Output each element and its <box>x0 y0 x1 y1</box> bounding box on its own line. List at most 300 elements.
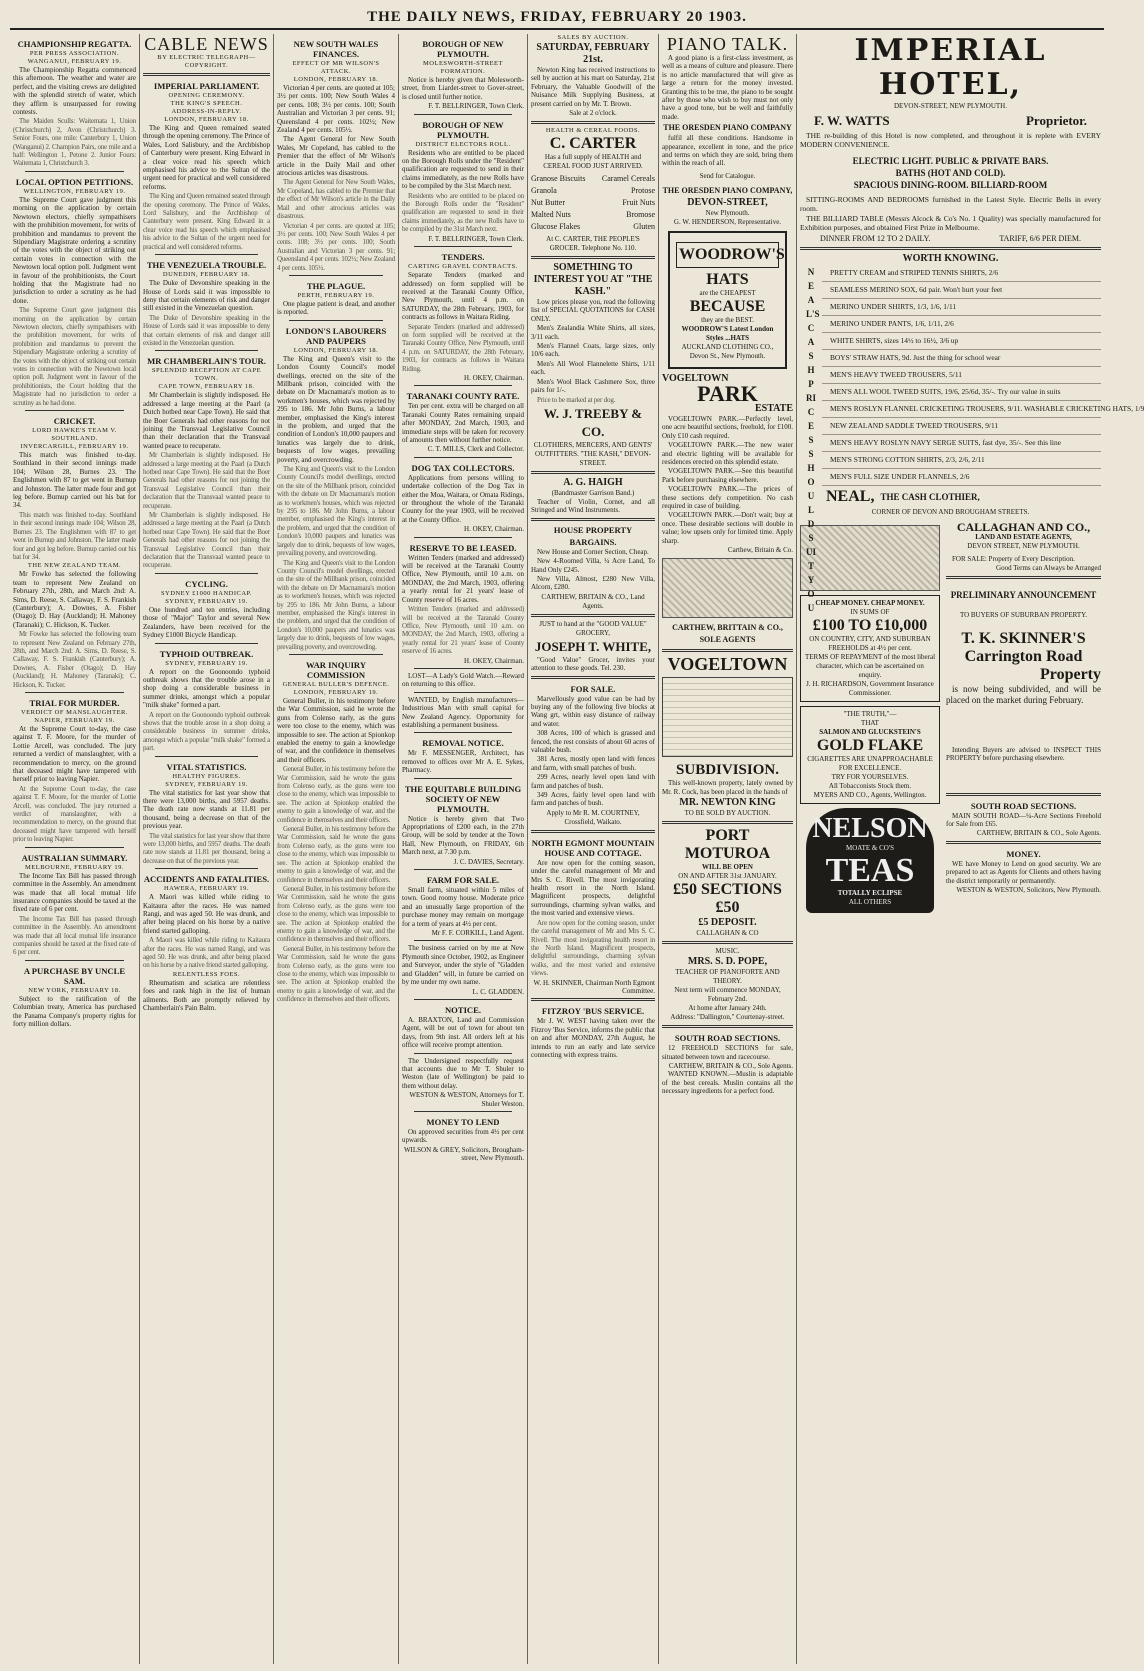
relentless-text: Rheumatism and sciatica are relentless foes and rank high in the list of human ailments. Both are promptly relieved by Chamberlain's Pain Balm. <box>143 978 270 1013</box>
egmont-text: Are now open for the coming season, under the careful management of Mr and Mrs S. C. Rivell. The most invigorating health resort in the North Island. Magnificent prospects, delightful surroundings, charming sylvan walks, and the most varied and extensive views. <box>531 858 655 918</box>
column-6 <box>659 34 797 1664</box>
dog-text: Applications from persons willing to undertake collection of the Dog Tax in either the Moa, Waitara, or Omata Ridings, or throughout the whole of the Taranaki County for the year 1903, will be received at the County Office. <box>402 473 524 524</box>
nsw-text: Victorian 4 per cents. are quoted at 105; 3½ per cents. 100; New South Wales 4 per cents. 108; 3½ per cents. 100; South Australian and Victorian 3 per cents. 91; Queensland 4 per cents. 102½; New Zealand 4 per cents. 105½. <box>277 84 395 135</box>
imperial-sub1: OPENING CEREMONY. <box>168 92 245 99</box>
port-title: PORT MOTUROA <box>684 827 771 863</box>
borough-sub: MOLESWORTH-STREET FORMATION. <box>423 60 503 75</box>
intending-text: Intending Buyers are advised to INSPECT THIS PROPERTY before purchasing elsewhere. <box>946 745 1101 763</box>
list-item: 381 Acres, mostly open land with fences and farm, with small patches of bush. <box>531 755 655 772</box>
bargains-sign: CARTHEW, BRITAIN & CO., Land Agents. <box>541 592 645 610</box>
subdivision-auction: TO BE SOLD BY AUCTION. <box>684 809 771 818</box>
list-item: Men's Flannel Coats, large sizes, only 10/6 each. <box>531 342 655 359</box>
farm-sign: Mr F. F. CORKILL, Land Agent. <box>431 929 524 938</box>
list-item: MEN'S HEAVY TWEED TROUSERS, 5/11 <box>822 367 1101 384</box>
local-option-heading: LOCAL OPTION PETITIONS. <box>15 176 134 187</box>
carthew-agents: CARTHEW, BRITTAIN & CO., SOLE AGENTS <box>672 623 783 645</box>
notice-text: A. BRAXTON, Land and Commission Agent, will be out of town for about ten days, from 9th inst. All orders left at his office will receive prompt attention. <box>402 1015 524 1050</box>
reserve-text: Written Tenders (marked and addressed) will be received at the Taranaki County Office, New Plymouth, until 10 a.m. on MONDAY, the 2nd March, 1903, offering a yearly rental for 21 years' lease of County reserve of 16 acres. <box>402 553 524 604</box>
subdivided-text: is now being subdivided, and will be placed on the market during February. <box>946 683 1101 705</box>
relentless-heading: RELENTLESS FOES. <box>172 970 241 978</box>
tobacconists-line: All Tobacconists Stock them. <box>828 782 912 790</box>
carter-items <box>531 174 655 232</box>
south-road-right-heading: SOUTH ROAD SECTIONS. <box>970 800 1077 811</box>
cricket-text: This match was finished to-day. Southland in their second innings made 104; Wilson 28, Burnes 23. The Englishmen with 87 to get went in Burnup and Johnston. The latter made four and got leg before. Burnup carried out his bat for 34. <box>13 451 136 510</box>
woodrow-because: BECAUSE <box>689 297 766 315</box>
smith-name: JOSEPH T. WHITE, <box>534 638 652 654</box>
list-item: New Villa, Almost, £280 New Villa, Alcorn, £280. <box>531 574 655 592</box>
vogeltown-word: VOGELTOWN <box>662 372 729 384</box>
uncle-sam-place: NEW YORK, FEBRUARY 18. <box>28 986 121 994</box>
london-text-repeat2: The King and Queen's visit to the London County Council's model dwellings, erected on the site of the Millbank prison, coincided with the debate on Dr Macnamara's motion as to workmen's houses, which was rejected by 295 to 186. Mr John Burns, a labour member, emphasised the King's interest in the problem, and urged that the condition of London's 10,000 paupers and lunatics was largely due to drink, bequests of low wages, prevailing poverty, and overcrowding. <box>277 558 395 651</box>
list-item: VOGELTOWN PARK.—Perfectly level, one acre beautiful sections, freehold, for £100. Only £10 cash required. <box>662 414 793 440</box>
equitable-text: Notice is hereby given that Two Appropriations of £200 each, in the 27th Group, will be sold by tender at the Town Hall, New Plymouth, on FRIDAY, 6th March next, at 7.30 p.m. <box>402 814 524 857</box>
district-text: Residents who are entitled to be placed on the Borough Rolls under the "Resident" qualification are requested to send in their claims immediately, as the new Rolls have to be compiled by the 31st March next. <box>402 148 524 191</box>
london-text: The King and Queen's visit to the London County Council's model dwellings, erected on the site of the Millbank prison, coincided with the debate on Dr Macnamara's motion as to workmen's houses, which was rejected by 295 to 186. Mr John Burns, a labour member, emphasised the King's interest in the problem, and urged that the condition of London's 10,000 paupers and lunatics was largely due to drink, bequests of low wages, prevailing poverty, and overcrowding. <box>277 354 395 464</box>
vital-heading: VITAL STATISTICS. <box>166 761 247 772</box>
terms-text: TERMS OF REPAYMENT of the most liberal character, which can be ascertained on enquiry. <box>804 653 936 679</box>
oresden-name-2: THE ORESDEN PIANO COMPANY, <box>662 185 793 195</box>
wanted-known-text: WANTED KNOWN.—Muslin is adaptable of the best cereals. Muslin contains all the necessary ingredients for a perfect food. <box>662 1070 793 1096</box>
fitzroy-heading: FITZROY 'BUS SERVICE. <box>541 1006 645 1017</box>
worth-heading: WORTH KNOWING. <box>902 253 999 264</box>
pope-home: At home after January 24th. <box>688 1004 767 1013</box>
venezuela-text-repeat: The Duke of Devonshire speaking in the House of Lords said it was impossible to deny that certain elements of risk and danger still existed in the Venezuelan question. <box>143 313 270 347</box>
smith-text: "Good Value" Grocer, invites your attention to these goods. Tel. 230. <box>531 655 655 673</box>
dinner-line: DINNER FROM 12 TO 2 DAILY. <box>820 234 931 243</box>
uncle-sam-heading: A PURCHASE BY UNCLE SAM. <box>23 965 126 986</box>
imperial-place: LONDON, FEBRUARY 18. <box>164 116 249 123</box>
manager-line: G. W. HENDERSON, Representative. <box>673 217 782 226</box>
plague-place: PERTH, FEBRUARY 19. <box>297 291 375 299</box>
nelson-teas: TEAS <box>825 852 915 889</box>
regatta-heading: CHAMPIONSHIP REGATTA. <box>17 39 132 49</box>
war-sub: GENERAL BULLER'S DEFENCE. <box>282 680 390 688</box>
imperial-text: The King and Queen remained seated through the opening ceremony. The Prince of Wales, Lord Salisbury, and the Archbishop of Canterbury were present. King Edward in a clear voice read his speech which emphasised his advice to the Sultan of the urgent need for practical and well considered reforms. <box>143 124 270 191</box>
list-item: MERINO UNDER SHIRTS, 1/3, 1/6, 1/11 <box>822 299 1101 316</box>
pope-addr: Address: "Dallington," Courtenay-street. <box>670 1013 785 1022</box>
australian-text-repeat: The Income Tax Bill has passed through committee in the Assembly. An amendment was made that all local mutual life insurance companies should be taxed at the fixed rate of 6 per cent. <box>13 914 136 957</box>
vog-sign: Carthew, Britain & Co. <box>727 545 793 554</box>
war-text: General Buller, in his testimony before the War Commission, said he wrote the guns from Colenso early, as the guns were too close to the enemy, which was impossible to see. The action at Spionkop enabled the enemy to gain a knowledge of war, and the confidence in themselves and their officers. <box>277 696 395 764</box>
kash-text: Low prices please you, read the following list of SPECIAL QUOTATIONS for CASH ONLY. <box>531 298 655 323</box>
haigh-name: A. G. HAIGH <box>563 476 623 488</box>
imperial-text-repeat: The King and Queen remained seated through the opening ceremony. The Prince of Wales, Lord Salisbury, and the Archbishop of Canterbury were present. King Edward in a clear voice read his speech which emphasised his advice to the Sultan of the urgent need for practical and well considered reforms. <box>143 192 270 251</box>
cycling-heading: CYCLING. <box>185 578 228 589</box>
removal-text: Mr F. MESSENGER, Architect, has removed to offices over Mr A. E. Sykes, Pharmacy. <box>402 749 524 775</box>
woodrow-hats: HATS <box>706 270 749 288</box>
undersigned-sign: WESTON & WESTON, Attorneys for T. Shuler Weston. <box>409 1091 524 1108</box>
war-text-repeat: General Buller, in his testimony before the War Commission, said he wrote the guns from Colenso early, as the guns were too close to the enemy, which was impossible to see. The action at Spionkop enabled the enemy to gain a knowledge of war, and the confidence in themselves and their officers. <box>277 765 395 824</box>
chamberlain-text-repeat: Mr Chamberlain is slightly indisposed. He addressed a large meeting at the Paarl (a Dutch hotbed near Cape Town). He said that the Boer Generals had other reasons for not joining the Transvaal Legislative Council than their declaration that the Transvaal wanted peace to recuperate. <box>143 451 270 510</box>
sitting-line: SITTING-ROOMS AND BEDROOMS furnished in the Latest Style. Electric Bells in every room. <box>800 195 1101 213</box>
nsw-heading: NEW SOUTH WALES FINANCES. <box>293 39 379 59</box>
equitable-heading: THE EQUITABLE BUILDING SOCIETY OF NEW PLYMOUTH. <box>404 783 522 814</box>
list-item: Nut Butter Fruit Nuts <box>531 198 655 208</box>
list-item: MEN'S HEAVY ROSLYN NAVY SERGE SUITS, fast dye, 35/-. See this line <box>822 435 1101 452</box>
accidents-heading: ACCIDENTS AND FATALITIES. <box>143 874 270 885</box>
list-item: 299 Acres, nearly level open land with farm and patches of bush. <box>531 773 655 790</box>
tenders-heading: TENDERS. <box>441 252 485 263</box>
cheap-money: CHEAP MONEY. CHEAP MONEY. <box>815 599 925 607</box>
egmont-sign: W. H. SKINNER, Chairman North Egmont Committee. <box>533 978 655 995</box>
park-word: PARK <box>697 380 758 406</box>
pope-text: TEACHER OF PIANOFORTE AND THEORY. <box>675 968 780 986</box>
callaghan-sub: LAND AND ESTATE AGENTS, <box>975 533 1072 541</box>
tk-name: T. K. SKINNER'S <box>961 629 1086 647</box>
venezuela-text: The Duke of Devonshire speaking in the House of Lords said it was impossible to deny that certain elements of risk and danger still existed in the Venezuelan question. <box>143 279 270 313</box>
neal-row <box>800 488 1101 506</box>
reserve-sign: H. OKEY, Chairman. <box>464 656 524 665</box>
district-heading: BOROUGH OF NEW PLYMOUTH. <box>422 119 504 140</box>
carting-text-repeat: Separate Tenders (marked and addressed) on form supplied will be received at the Taranaki County Office, New Plymouth, until 4 p.m. on SATURDAY, the 28th February, 1903, for contracts as follows in Waitara Riding. <box>402 322 524 373</box>
business-sign: L. C. GLADDEN. <box>472 987 524 996</box>
auction-date: SATURDAY, FEBRUARY 21st. <box>536 42 650 65</box>
haigh-sub: (Bandmaster Garrison Band.) <box>551 488 635 497</box>
property-word: Property <box>1039 665 1101 683</box>
salmon-line: SALMON AND GLUCKSTEIN'S <box>819 728 921 736</box>
cricket-sub: LORD HAWKE'S TEAM V. SOUTHLAND. <box>32 427 117 443</box>
murder-place: NAPIER, FEBRUARY 19. <box>34 717 115 724</box>
try-line: TRY FOR YOURSELVES. <box>831 773 909 781</box>
district-sub: DISTRICT ELECTORS ROLL. <box>415 140 511 148</box>
taranaki-heading: TARANAKI COUNTY RATE. <box>406 391 520 402</box>
egmont-heading: NORTH EGMONT MOUNTAIN HOUSE AND COTTAGE. <box>531 837 655 858</box>
that-line: THAT <box>861 719 879 727</box>
cycling-place: SYDNEY, FEBRUARY 19. <box>165 597 248 605</box>
typhoid-text: A report on the Goonoondo typhoid outbreak shows that the trouble arose in a shop doing a considerable business in summer drinks, amongst which a popular "milk shake" formed a part. <box>143 667 270 710</box>
vital-text: The vital statistics for last year show that there were 13,000 births, and 5957 deaths. The death rate now stands at 11.81 per thousand, being a decrease on that of the previous year. <box>143 788 270 831</box>
business-text: The business carried on by me at New Plymouth since October, 1902, as Engineer and Surveyor, under the style of "Gladden and Gladden" will, in future be carried on by me under my own name. <box>402 944 524 987</box>
haigh-text: Teacher of Violin, Cornet, and all Stringed and Wind Instruments. <box>531 497 655 515</box>
taranaki-text: Ten per cent. extra will be charged on all Taranaki County Rates remaining unpaid after MONDAY, 2nd March, 1903, and immediate steps will be taken for recovery of amounts then without further notice. <box>402 402 524 444</box>
regatta-place: WANGANUI, FEBRUARY 19. <box>27 58 122 65</box>
subdivision-title: VOGELTOWN <box>667 654 788 675</box>
australian-text: The Income Tax Bill has passed through committee in the Assembly. An amendment was made that all local mutual life insurance companies should be taxed at the fixed rate of 6 per cent. <box>13 871 136 914</box>
undersigned-text: The Undersigned respectfully request that accounts due to Mr T. Shuler to Weston (late of Wellington) be paid to them without delay. <box>402 1056 524 1090</box>
on-country: ON COUNTRY, CITY, AND SUBURBAN FREEHOLDS at 4½ per cent. <box>809 635 931 652</box>
pope-name: MRS. S. D. POPE, <box>687 956 768 968</box>
imperial-street: DEVON-STREET, NEW PLYMOUTH. <box>894 102 1007 110</box>
money-right-text: WE have Money to Lend on good security. We are prepared to act as Agents for Clients and others having the district temporarily or permanently. <box>946 859 1101 885</box>
reserve-text-repeat: Written Tenders (marked and addressed) will be received at the Taranaki County Office, New Plymouth, until 10 a.m. on MONDAY, the 2nd March, 1903, offering a yearly rental for 21 years' lease of County reserve of 16 acres. <box>402 605 524 656</box>
south-road-heading: SOUTH ROAD SECTIONS. <box>674 1033 781 1044</box>
nsw-text2-repeat: The Agent General for New South Wales, Mr Copeland, has cabled to the Premier that the effect of Mr Wilson's article in the Daily Mail and other atrocious articles was disastrous. <box>277 178 395 221</box>
accidents-text: A Maori was killed while riding to Kaitaura after the races. He was named Rangi, and was aged 50. He was drunk, and after being placed on his horse by a native friend started galloping. <box>143 893 270 935</box>
venezuela-heading: THE VENEZUELA TROUBLE. <box>146 260 267 271</box>
cricket-heading: CRICKET. <box>53 416 96 427</box>
list-item: MEN'S ALL WOOL TWEED SUITS, 19/6, 25/6d, 35/-. Try our value in suits <box>822 384 1101 401</box>
local-option-place: WELLINGTON, FEBRUARY 19. <box>23 187 126 195</box>
london-place: LONDON, FEBRUARY 18. <box>293 346 379 354</box>
dog-heading: DOG TAX COLLECTORS. <box>411 462 515 473</box>
lower-right-stack <box>946 521 1101 917</box>
imperial-hotel-title: IMPERIAL HOTEL, <box>854 33 1047 102</box>
taranaki-sign: C. T. MILLS, Clerk and Collector. <box>427 445 524 454</box>
team-heading: THE NEW ZEALAND TEAM. <box>27 562 122 570</box>
list-item: Men's All Wool Flannelette Shirts, 1/11 each. <box>531 359 655 377</box>
kash-heading: SOMETHING TO INTEREST YOU AT "THE KASH." <box>533 262 653 298</box>
list-item: MEN'S STRONG COTTON SHIRTS, 2/3, 2/6, 2/11 <box>822 452 1101 469</box>
column-2 <box>140 34 274 1664</box>
accidents-text-repeat: A Maori was killed while riding to Kaitaura after the races. He was named Rangi, and was aged 50. He was drunk, and after being placed on his horse by a native friend started galloping. <box>143 936 270 970</box>
column-3 <box>274 34 399 1664</box>
money-text: On approved securities from 4½ per cent upwards. <box>402 1127 524 1145</box>
list-item: PRETTY CREAM and STRIPED TENNIS SHIRTS, 2/6 <box>822 265 1101 282</box>
south-road-right-sign: CARTHEW, BRITAIN & CO., Sole Agents. <box>976 829 1101 838</box>
catalogue-line: Send for Catalogue. <box>699 171 756 180</box>
money-range: £100 TO £10,000 <box>812 617 928 634</box>
murder-sub: VERDICT OF MANSLAUGHTER. <box>20 709 129 716</box>
lower-left-stack <box>800 521 940 917</box>
carter-at: At C. CARTER, THE PEOPLE'S GROCER. Telephone No. 110. <box>546 235 640 253</box>
proprietor-name: F. W. WATTS <box>814 113 890 128</box>
notice-heading: NOTICE. <box>444 1004 482 1015</box>
list-item: MEN'S FULL SIZE UNDER FLANNELS, 2/6 <box>822 469 1101 486</box>
borough-sign: F. T. BELLRINGER, Town Clerk. <box>428 102 524 111</box>
list-item: Men's Zealandia White Shirts, all sizes, 3/11 each. <box>531 324 655 341</box>
carting-text: Separate Tenders (marked and addressed) on form supplied will be received at the Taranaki County Office, New Plymouth, until 4 p.m. on SATURDAY, the 28th February, 1903, for contracts as follows in Waitara Riding. <box>402 271 524 322</box>
chamberlain-text: Mr Chamberlain is slightly indisposed. He addressed a large meeting at the Paarl (a Dutch hotbed near Cape Town). He said that the Boer Generals had other reasons for not joining the Transvaal Legislative Council than their declaration that the Transvaal wanted peace to recuperate. <box>143 391 270 450</box>
forsale-line: FOR SALE: Property of Every Description. <box>952 555 1075 563</box>
treeby-name: W. J. TREEBY & CO. <box>543 405 643 439</box>
woodrows-ad <box>668 231 787 369</box>
imperial-parliament-heading: IMPERIAL PARLIAMENT. <box>153 81 260 91</box>
spacious-line: SPACIOUS DINING-ROOM. BILLIARD-ROOM <box>853 180 1048 190</box>
np-line: New Plymouth. <box>705 208 750 217</box>
south-road-text: 12 FREEHOLD SECTIONS for sale, situated between town and racecourse. <box>662 1044 793 1061</box>
cigarettes-line: CIGARETTES ARE UNAPPROACHABLE FOR EXCELLENCE. <box>807 755 933 772</box>
war-heading: WAR INQUIRY COMMISSION <box>305 659 367 680</box>
auction-head: SALES BY AUCTION. <box>557 34 629 41</box>
vital-text-repeat: The vital statistics for last year show that there were 13,000 births, and 5957 deaths. The death rate now stands at 11.81 per thousand, being a decrease on that of the previous year. <box>143 831 270 865</box>
list-item: MEN'S ROSLYN FLANNEL CRICKETING TROUSERS, 9/11. WASHABLE CRICKETING HATS, 1/9 <box>822 401 1101 418</box>
lost-text: LOST—A Lady's Gold Watch.—Reward on returning to this office. <box>402 671 524 689</box>
woodrow-latest: WOODROW'S Latest London Styles ...HATS <box>681 324 774 342</box>
subdivision-text: This well-known property, lately owned by Mr. R. Cock, has been placed in the hands of <box>662 779 793 796</box>
chamberlain-text-repeat2: Mr Chamberlain is slightly indisposed. He addressed a large meeting at the Paarl (a Dutch hotbed near Cape Town). He said that the Boer Generals had other reasons for not joining the Transvaal Legislative Council than their declaration that the Transvaal wanted peace to recuperate. <box>143 511 270 570</box>
subdivision-map <box>662 677 793 757</box>
tariff-line: TARIFF, 6/6 PER DIEM. <box>999 234 1081 243</box>
london-heading: LONDON'S LABOURERS AND PAUPERS <box>285 325 387 346</box>
gold-flake-box <box>800 706 940 804</box>
treeby-sub: CLOTHIERS, MERCERS, AND GENTS' OUTFITTERS. "THE KASH," DEVON-STREET. <box>533 440 653 467</box>
list-item: SEAMLESS MERINO SOX, 6d pair. Won't hurt your feet <box>822 282 1101 299</box>
venezuela-place: DUNEDIN, FEBRUARY 18. <box>162 271 251 279</box>
cable-news-title: CABLE NEWS <box>144 34 269 54</box>
carrington-road: Carrington Road <box>964 647 1083 665</box>
sale-text: Marvellously good value can be had by buying any of the following five blocks at Wang grt, within easy distance of railway and water. <box>531 694 655 728</box>
sections-line: £50 SECTIONS £50 <box>673 881 782 917</box>
health-line: HEALTH & CEREAL FOODS. <box>545 127 641 135</box>
imperial-sub3: ADDRESS-IN-REPLY. <box>171 108 242 115</box>
kash-price: Price to be marked at per dog. <box>537 395 616 404</box>
column-4 <box>399 34 528 1664</box>
farm-text: Small farm, situated within 5 miles of town. Good roomy house. Moderate price and an unusually large proportion of the purchase money may remain on mortgage for a term of years at 4½ per cent. <box>402 886 524 928</box>
side-text: NEAL'S CASH PRICES SHOULD SUIT YOU <box>806 267 820 613</box>
subdivision-agent: MR. NEWTON KING <box>679 797 776 809</box>
carting-heading: CARTING GRAVEL CONTRACTS. <box>408 263 518 271</box>
billiard-line: THE BILLIARD TABLE (Messrs Alcock & Co's No. 1 Quality) was specially manufactured for Exhibition purposes, and obtained First Prize in Melbourne. <box>800 214 1101 232</box>
good-terms: Good Terms can Always be Arranged <box>996 564 1101 573</box>
murder-text: At the Supreme Court to-day, the case against T. F. Moore, for the murder of Lottie Arcell, was concluded. The jury returned a verdict of manslaughter, with a recommendation to mercy, on the ground that deceased might have tampered with herself prior to leaving Napier. <box>13 725 136 784</box>
callaghan-name: CALLAGHAN AND CO., <box>956 520 1091 534</box>
south-road-right-text: MAIN SOUTH ROAD—¼-Acre Sections Freehold for Sale from £65. <box>946 811 1101 829</box>
oresden-text: fulfil all these conditions. Handsome in appearance, excellent in tone, and the price and terms on which they are sold, bring them within the reach of all. <box>662 134 793 168</box>
war-text-repeat3: General Buller, in his testimony before the War Commission, said he wrote the guns from Colenso early, as the guns were too close to the enemy, which was impossible to see. The action at Spionkop enabled the enemy to gain a knowledge of war, and the confidence in themselves and their officers. <box>277 884 395 944</box>
bargains-heading: HOUSE PROPERTY BARGAINS. <box>553 524 633 547</box>
baths-line: BATHS (HOT AND COLD). <box>895 168 1006 178</box>
house-illustration <box>662 558 793 618</box>
auction-time: Sale at 2 o'clock. <box>569 109 617 118</box>
list-item: VOGELTOWN PARK.—The new water and electric lighting will be available for residences erected on this splendid estate. <box>662 441 793 466</box>
team-text: Mr Fowke has selected the following team to represent New Zealand on February 27th, 28th, and March 2nd: A. Sims, D. Reese, S. Callaway, F. S. Frankish (Canterbury); A. Downes, A. Fisher (Otago); D. Hay (Auckland); H. Mahoney (Taranaki); C. Hickson, K. Tucker. <box>13 570 136 629</box>
egmont-text-repeat: Are now open for the coming season, under the careful management of Mr and Mrs S. C. Rivell. The most invigorating health resort in the North Island. Magnificent prospects, delightful surroundings, charming sylvan walks, and the most varied and extensive views. <box>531 918 655 978</box>
sale-heading: FOR SALE. <box>570 683 616 694</box>
port-date: ON AND AFTER 31st JANUARY. <box>678 872 777 881</box>
farm-heading: FARM FOR SALE. <box>426 875 500 886</box>
australian-heading: AUSTRALIAN SUMMARY. <box>21 852 128 863</box>
callaghan-small: CALLAGHAN & CO <box>696 929 759 938</box>
money-sign: WILSON & GREY, Solicitors, Brougham-street, New Plymouth. <box>403 1145 524 1163</box>
accidents-place: HAWERA, FEBRUARY 19. <box>163 885 250 893</box>
list-item: NEW ZEALAND SADDLE TWEED TROUSERS, 9/11 <box>822 418 1101 435</box>
cycling-text: One hundred and ten entries, including those of "Major" Taylor and several New Zealanders, have been received for the Sydney £1000 Bicycle Handicap. <box>143 605 270 640</box>
chamberlain-heading: MR CHAMBERLAIN'S TOUR. <box>147 356 266 367</box>
cheap-money-box <box>800 595 940 702</box>
dog-sign: H. OKEY, Chairman. <box>464 525 524 534</box>
cricket-place: INVERCARGILL, FEBRUARY 19. <box>20 443 129 451</box>
list-item: VOGELTOWN PARK.—Don't wait; buy at once. These desirable sections will double in value; low upsets only for limited time. Apply sharp. <box>662 511 793 545</box>
list-item: New 4-Roomed Villa, ¼ Acre Land, To Hand Only £245. <box>531 557 655 574</box>
district-sign: F. T. BELLRINGER, Town Clerk. <box>428 234 524 243</box>
richardson: J. H. RICHARDSON, Government Insurance Commissioner. <box>806 680 934 697</box>
list-item: 308 Acres, 100 of which is grassed and fenced, the rest consists of about 60 acres of valuable bush. <box>531 729 655 754</box>
list-item: VOGELTOWN PARK.—The prices of these sections defy competition. No cash required in case of building. <box>662 485 793 510</box>
plague-heading: THE PLAGUE. <box>306 280 366 291</box>
oresden-name: THE ORESDEN PIANO COMPANY <box>663 123 792 133</box>
prelim-heading: PRELIMINARY ANNOUNCEMENT <box>950 589 1097 600</box>
local-option-text: The Supreme Court gave judgment this morning on the application by certain Newtown electors, chiefly sympathisers with the prohibition movement, for writs of prohibition and mandamus to prevent the Stipendiary Magistrate ordering a scrutiny of the votes with the object of striking out certain votes in connection with the Newtown local option poll. Judgment went in favour of the prohibitionists, the Court holding that the Magistrate had no jurisdiction to order a scrutiny as he had done. <box>13 195 136 305</box>
vital-place: SYDNEY, FEBRUARY 19. <box>165 780 248 788</box>
murder-text-repeat: At the Supreme Court to-day, the case against T. F. Moore, for the murder of Lottie Arcell, was concluded. The jury returned a verdict of manslaughter, with a recommendation to mercy, on the ground that deceased might have tampered with herself prior to leaving Napier. <box>13 784 136 844</box>
deposit-line: £5 DEPOSIT. <box>698 917 757 929</box>
chamberlain-place: CAPE TOWN, FEBRUARY 18. <box>158 383 255 391</box>
team-text-repeat: Mr Fowke has selected the following team to represent New Zealand on February 27th, 28th, and March 2nd: A. Sims, D. Reese, S. Callaway, F. S. Frankish (Canterbury); A. Downes, A. Fisher (Otago); D. Hay (Auckland); H. Mahoney (Taranaki); C. Hickson, K. Tucker. <box>13 630 136 689</box>
piano-text: A good piano is a first-class investment, as well as a means of culture and pleasure. There is no article manufactured that will give as large a return for the money invested. Granting this to be true, the piano to be sought after by those who wish to buy must not only have a good tone, but be well and faithfully made. <box>662 54 793 121</box>
myers-line: MYERS AND CO., Agents, Wellington. <box>813 791 927 799</box>
piano-heading: PIANO TALK. <box>666 34 789 54</box>
sale-contact: Apply to Mr R. M. COURTNEY, Crossfield, Waikato. <box>546 808 640 826</box>
australian-place: MELBOURNE, FEBRUARY 19. <box>24 863 125 871</box>
cycling-sub: SYDNEY £1000 HANDICAP. <box>160 589 253 597</box>
regatta-results: The Maiden Sculls: Waitemata 1, Union (Christchurch) 2, Avon (Christchurch) 3. Senior Fours, one mile: Canterbury 1, Union (Wanganui) 2. Champion Pairs, one mile and a half: Wellington 1, Petone 2. Junior Fours: Waitemata 1, Christchurch 3. <box>13 117 136 168</box>
money-heading: MONEY TO LEND <box>426 1116 500 1127</box>
typhoid-heading: TYPHOID OUTBREAK. <box>159 648 254 659</box>
fitzroy-text: Mr J. W. WEST having taken over the Fitzroy 'Bus Service, informs the public that on and after MONDAY, 27th August, he intends to run an early and late service connecting with express trains. <box>531 1017 655 1059</box>
column-7 <box>797 33 1144 1664</box>
equitable-sign: J. C. DAVIES, Secretary. <box>453 857 524 866</box>
neal-name: NEAL, <box>826 488 875 505</box>
nsw-text2: The Agent General for New South Wales, Mr Copeland, has cabled to the Premier that the effect of Mr Wilson's article in the Daily Mail and other atrocious articles was disastrous. <box>277 135 395 178</box>
cricket-text-repeat: This match was finished to-day. Southland in their second innings made 104; Wilson 28, Burnes 23. The Englishmen with 87 to get went in Burnup and Johnston. The latter made four and got leg before. Burnup carried out his bat for 34. <box>13 510 136 561</box>
pope-term: Next term will commence MONDAY, February 2nd. <box>674 986 781 1004</box>
nsw-text-repeat: Victorian 4 per cents. are quoted at 105; 3½ per cents. 100; New South Wales 4 per cents. 108; 3½ per cents. 100; South Australian and Victorian 3 per cents. 91; Queensland 4 per cents. 102½; New Zealand 4 per cents. 105½. <box>277 221 395 272</box>
woodrow-shop: AUCKLAND CLOTHING CO., Devon St., New Plymouth. <box>681 342 774 360</box>
imperial-sub2: THE KING'S SPEECH. <box>170 100 243 107</box>
nelson-others: ALL OTHERS <box>848 898 892 906</box>
money-right-sign: WESTON & WESTON, Solicitors, New Plymouth. <box>956 886 1101 895</box>
wanted-text: WANTED, by English manufacturers—Industrious Man with small capital for New Zealand Agency. Opportunity for establishing a permanent business. <box>402 695 524 729</box>
in-sums: IN SUMS OF <box>850 608 890 616</box>
lower-right-area <box>800 521 1101 917</box>
reserve-heading: RESERVE TO BE LEASED. <box>409 542 517 553</box>
list-item: Malted Nuts Bromose <box>531 210 655 220</box>
borough-heading: BOROUGH OF NEW PLYMOUTH. <box>422 39 504 59</box>
uncle-sam-text: Subject to the ratification of the Columbian treaty, America has purchased the Panama Company's property rights for forty million dollars. <box>13 994 136 1028</box>
chamberlain-sub: SPLENDID RECEPTION AT CAPE TOWN. <box>151 367 262 383</box>
london-text-repeat: The King and Queen's visit to the London County Council's model dwellings, erected on the site of the Millbank prison, coincided with the debate on Dr Macnamara's motion as to workmen's houses, which was rejected by 295 to 186. Mr John Burns, a labour member, emphasised the King's interest in the problem, and urged that the condition of London's 10,000 paupers and lunatics was largely due to drink, bequests of low wages, prevailing poverty, and overcrowding. <box>277 465 395 558</box>
war-text-repeat4: General Buller, in his testimony before the War Commission, said he wrote the guns from Colenso early, as the guns were too close to the enemy, which was impossible to see. The action at Spionkop enabled the enemy to gain a knowledge of war, and the confidence in themselves and their officers. <box>277 944 395 1004</box>
estate-word: ESTATE <box>755 402 793 414</box>
murder-heading: TRIAL FOR MURDER. <box>29 698 120 708</box>
nsw-sub: EFFECT OF MR WILSON'S ATTACK. <box>292 60 380 75</box>
regatta-byline: PER PRESS ASSOCIATION. <box>29 50 120 57</box>
list-item: Glucose Flakes Gluten <box>531 222 655 232</box>
neal-text: THE CASH CLOTHIER, <box>880 492 980 502</box>
money-right-heading: MONEY. <box>1006 848 1041 859</box>
war-text-repeat2: General Buller, in his testimony before the War Commission, said he wrote the guns from Colenso early, as the guns were too close to the enemy, which was impossible to see. The action at Spionkop enabled the enemy to gain a knowledge of war, and the confidence in themselves and their officers. <box>277 825 395 884</box>
to-buyers: TO BUYERS OF SUBURBAN PROPERTY. <box>959 610 1088 619</box>
carting-sign: H. OKEY, Chairman. <box>464 373 524 382</box>
list-item: WHITE SHIRTS, sizes 14½ to 16½, 3/6 up <box>822 333 1101 350</box>
cable-news-subtitle: BY ELECTRIC TELEGRAPH—COPYRIGHT. <box>157 54 256 69</box>
vital-sub: HEALTHY FIGURES. <box>172 772 241 780</box>
war-place: LONDON, FEBRUARY 19. <box>293 688 379 696</box>
woodrow-cheap: are the CHEAPEST <box>699 288 756 297</box>
truth-line: "THE TRUTH,"— <box>843 710 897 718</box>
list-item: MERINO UNDER PANTS, 1/6, 1/11, 2/6 <box>822 316 1101 333</box>
nsw-place: LONDON, FEBRUARY 18. <box>293 76 379 83</box>
column-1 <box>10 34 140 1664</box>
typhoid-place: SYDNEY, FEBRUARY 19. <box>165 659 248 667</box>
list-item: BOYS' STRAW HATS, 9d. Just the thing for school wear <box>822 350 1101 367</box>
carter-sub: Has a full supply of HEALTH and CEREAL FOOD JUST ARRIVED. <box>543 153 643 171</box>
nelson-eclipse: TOTALLY ECLIPSE <box>837 889 903 897</box>
list-item: New House and Corner Section, Cheap. <box>537 547 649 556</box>
music-heading: MUSIC. <box>715 947 740 956</box>
electric-line: ELECTRIC LIGHT. PUBLIC & PRIVATE BARS. <box>852 156 1049 166</box>
column-5 <box>528 34 659 1664</box>
auction-text: Newton King has received instructions to sell by auction at his mart on Saturday, 21st February, the Valuable Goodwill of the Nuisance Milk Supplying Business, at present carried on by Mr. T. Brown. <box>531 66 655 108</box>
plague-text: One plague patient is dead, and another is reported. <box>277 299 395 317</box>
masthead: THE DAILY NEWS, FRIDAY, FEBRUARY 20 1903. <box>10 6 1104 30</box>
typhoid-text-repeat: A report on the Goonoondo typhoid outbreak shows that the trouble arose in a shop doing a considerable business in summer drinks, amongst which a popular "milk shake" formed a part. <box>143 710 270 753</box>
south-road-sign: CARTHEW, BRITAIN & CO., Sole Agents. <box>668 1062 793 1070</box>
carter-name: C. CARTER <box>549 135 637 153</box>
list-item: Men's Wool Black Cashmere Sox, three pairs for 1/-. <box>531 377 655 395</box>
district-text-repeat: Residents who are entitled to be placed on the Borough Rolls under the "Resident" qualification are requested to send in their claims immediately, as the new Rolls have to be compiled by the 31st March next. <box>402 191 524 234</box>
dinner-row <box>800 234 1101 244</box>
neal-corner: CORNER OF DEVON AND BROUGHAM STREETS. <box>871 508 1030 516</box>
removal-heading: REMOVAL NOTICE. <box>422 738 504 749</box>
list-item: 349 Acres, fairly level open land with farm and patches of bush. <box>531 791 655 808</box>
gold-flake: GOLD FLAKE <box>816 737 924 754</box>
regatta-text: The Championship Regatta commenced this afternoon. The weather and water are perfect, and the visiting crews are delighted with the splendid stretch of water, which they affirm is unsurpassed for rowing contests. <box>13 66 136 117</box>
subdivision-sub: SUBDIVISION. <box>676 762 779 779</box>
rebuilt-text: THE re-building of this Hotel is now completed, and throughout it is replete with EVERY MODERN CONVENIENCE. <box>800 131 1101 149</box>
cottage-illustration <box>800 525 940 591</box>
nelson-moate: MOATE & CO'S <box>846 844 894 852</box>
